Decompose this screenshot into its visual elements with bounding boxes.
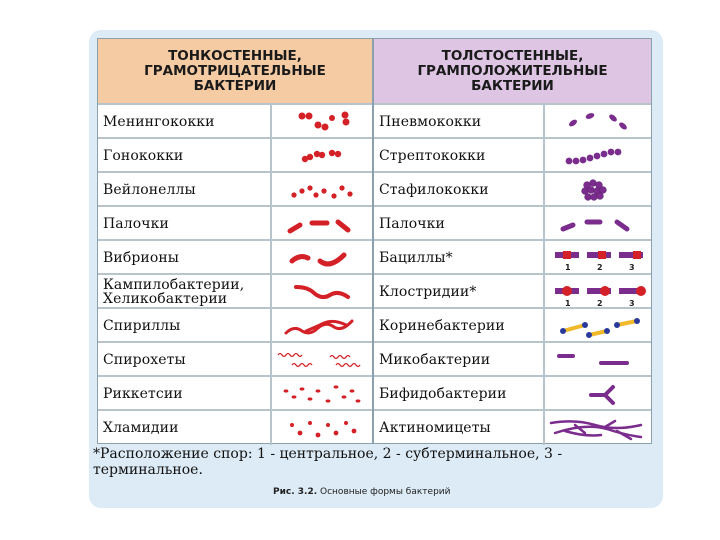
row-label: Палочки bbox=[103, 216, 169, 232]
spore-label-3: 3 bbox=[629, 263, 635, 272]
spore-label-2: 2 bbox=[597, 299, 603, 308]
spirochete-icon bbox=[272, 343, 372, 377]
vibrio-icon bbox=[272, 241, 372, 275]
bifidobacteria-icon bbox=[545, 377, 651, 411]
row-label: Пневмококки bbox=[379, 114, 482, 130]
gonococci-icon bbox=[272, 139, 372, 173]
row-rickettsia bbox=[98, 375, 372, 411]
row-spirilla bbox=[98, 307, 372, 343]
spore-label-1: 1 bbox=[565, 263, 571, 272]
streptococci-icon bbox=[545, 139, 651, 173]
row-bifidobacteria bbox=[374, 375, 651, 411]
spore-label-2: 2 bbox=[597, 263, 603, 272]
row-actinomycetes bbox=[374, 409, 651, 445]
row-label: Стрептококки bbox=[379, 148, 486, 164]
row-label: Палочки bbox=[379, 216, 445, 232]
spore-label-1: 1 bbox=[565, 299, 571, 308]
pneumococci-icon bbox=[545, 105, 651, 139]
row-streptococci bbox=[374, 137, 651, 173]
row-label: Клостридии* bbox=[379, 284, 477, 300]
caption-text: Основные формы бактерий bbox=[317, 487, 451, 497]
spirilla-icon bbox=[272, 309, 372, 343]
row-label: Коринебактерии bbox=[379, 318, 505, 334]
row-label: Кампилобактерии, Хеликобактерии bbox=[103, 277, 245, 307]
row-clostridia bbox=[374, 273, 651, 309]
row-vibrio bbox=[98, 239, 372, 275]
row-campylobacter bbox=[98, 273, 372, 309]
row-veillonella bbox=[98, 171, 372, 207]
spore-label-3: 3 bbox=[629, 299, 635, 308]
row-label: Стафилококки bbox=[379, 182, 489, 198]
header-gram-negative: ТОНКОСТЕННЫЕ, ГРАМОТРИЦАТЕЛЬНЫЕ БАКТЕРИИ bbox=[98, 39, 372, 103]
row-label: Спириллы bbox=[103, 318, 181, 334]
rickettsia-icon bbox=[272, 377, 372, 411]
rods-icon bbox=[545, 207, 651, 241]
row-staphylococci bbox=[374, 171, 651, 207]
row-mycobacteria bbox=[374, 341, 651, 377]
row-bacilli bbox=[374, 239, 651, 275]
caption-label: Рис. 3.2. bbox=[273, 487, 318, 497]
row-corynebacteria bbox=[374, 307, 651, 343]
row-label: Хламидии bbox=[103, 420, 179, 436]
row-spirochete bbox=[98, 341, 372, 377]
row-label: Спирохеты bbox=[103, 352, 186, 368]
actinomycetes-icon bbox=[545, 411, 651, 445]
bacteria-table bbox=[97, 38, 652, 444]
row-rods-gn bbox=[98, 205, 372, 241]
header-gram-positive: ТОЛСТОСТЕННЫЕ, ГРАМПОЛОЖИТЕЛЬНЫЕ БАКТЕРИИ bbox=[374, 39, 651, 103]
staphylococci-icon bbox=[545, 173, 651, 207]
row-label: Актиномицеты bbox=[379, 420, 491, 436]
row-gonococci bbox=[98, 137, 372, 173]
row-label: Гонококки bbox=[103, 148, 184, 164]
chlamydia-icon bbox=[272, 411, 372, 445]
veillonella-icon bbox=[272, 173, 372, 207]
rods-icon bbox=[272, 207, 372, 241]
bacilli-icon bbox=[545, 241, 651, 275]
row-label: Бациллы* bbox=[379, 250, 453, 266]
row-label: Микобактерии bbox=[379, 352, 491, 368]
spore-footnote: *Расположение спор: 1 - центральное, 2 - субтерминальное, 3 - терминальное. bbox=[93, 446, 563, 478]
row-label: Менингококки bbox=[103, 114, 215, 130]
row-label: Вибрионы bbox=[103, 250, 180, 266]
meningococci-icon bbox=[272, 105, 372, 139]
corynebacteria-icon bbox=[545, 309, 651, 343]
figure-caption bbox=[273, 487, 451, 497]
mycobacteria-icon bbox=[545, 343, 651, 377]
row-label: Бифидобактерии bbox=[379, 386, 507, 402]
clostridia-icon bbox=[545, 275, 651, 309]
row-pneumococci bbox=[374, 103, 651, 139]
row-rods-gp bbox=[374, 205, 651, 241]
row-label: Вейлонеллы bbox=[103, 182, 196, 198]
row-label: Риккетсии bbox=[103, 386, 183, 402]
campylobacter-icon bbox=[272, 275, 372, 309]
row-meningococci bbox=[98, 103, 372, 139]
row-chlamydia bbox=[98, 409, 372, 445]
